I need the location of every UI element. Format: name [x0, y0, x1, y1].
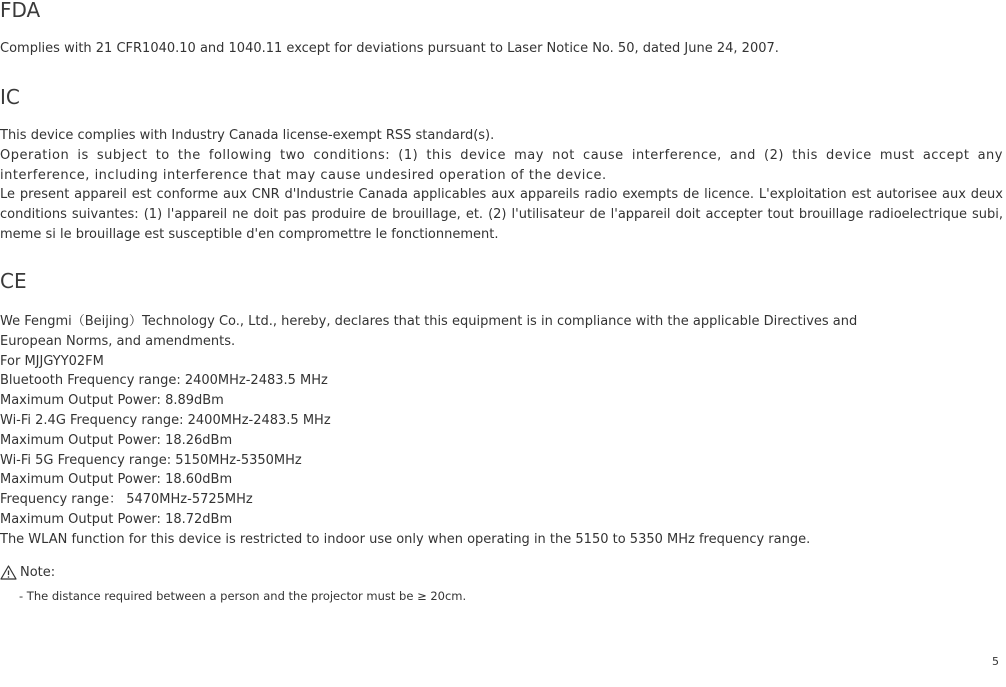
- note-row: [0, 565, 55, 580]
- ic-statement-line: This device complies with Industry Canada license-exempt RSS standard(s).: [0, 128, 495, 143]
- ce-line: European Norms, and amendments.: [0, 333, 236, 349]
- ce-line: We Fengmi（Beijing）Technology Co., Ltd., hereby, declares that this equipment is in compliance with the applicable Directives and: [0, 314, 858, 329]
- ce-line: Wi-Fi 5G Frequency range: 5150MHz-5350MHz: [0, 452, 302, 468]
- ic-conditions-english: Operation is subject to the following two conditions: (1) this device may not cause interference, and (2) this device must accept any interference, including interference that may cause undesired operation of the device.: [0, 148, 1003, 183]
- ce-line: Bluetooth Frequency range: 2400MHz-2483.5 MHz: [0, 373, 328, 389]
- page-number: 5: [992, 655, 999, 668]
- ic-conditions-french: Le present appareil est conforme aux CNR d'Industrie Canada applicables aux appareils radio exempts de licence. L'exploitation est autorisee aux deux conditions suivantes: (1) l'appareil ne doit pas produire de brouillage, et. (2) l'utilisateur de l'appareil doit accepter tout brouillage radioelectrique subi, meme si le brouillage est susceptible d'en compromettre le fonctionnement.: [0, 187, 1003, 242]
- fda-statement: Complies with 21 CFR1040.10 and 1040.11 except for deviations pursuant to Laser Notice No. 50, dated June 24, 2007.: [0, 41, 779, 56]
- ce-line: Maximum Output Power: 8.89dBm: [0, 393, 224, 409]
- ce-line: For MJJGYY02FM: [0, 353, 104, 369]
- ce-line: Maximum Output Power: 18.26dBm: [0, 432, 233, 448]
- ce-line: The WLAN function for this device is restricted to indoor use only when operating in the 5150 to 5350 MHz frequency range.: [0, 531, 811, 547]
- ic-heading: IC: [0, 85, 20, 109]
- note-text: - The distance required between a person and the projector must be ≥ 20cm.: [19, 589, 467, 603]
- ce-heading: CE: [0, 269, 27, 293]
- ce-line: Maximum Output Power: 18.72dBm: [0, 511, 233, 527]
- fda-heading: FDA: [0, 0, 41, 22]
- ce-line: Frequency range： 5470MHz-5725MHz: [0, 492, 253, 508]
- ce-line: Wi-Fi 2.4G Frequency range: 2400MHz-2483.5 MHz: [0, 412, 331, 428]
- ce-line: Maximum Output Power: 18.60dBm: [0, 472, 233, 488]
- note-label: Note:: [20, 565, 56, 580]
- warning-icon: [0, 565, 17, 580]
- ce-declaration: [0, 312, 857, 550]
